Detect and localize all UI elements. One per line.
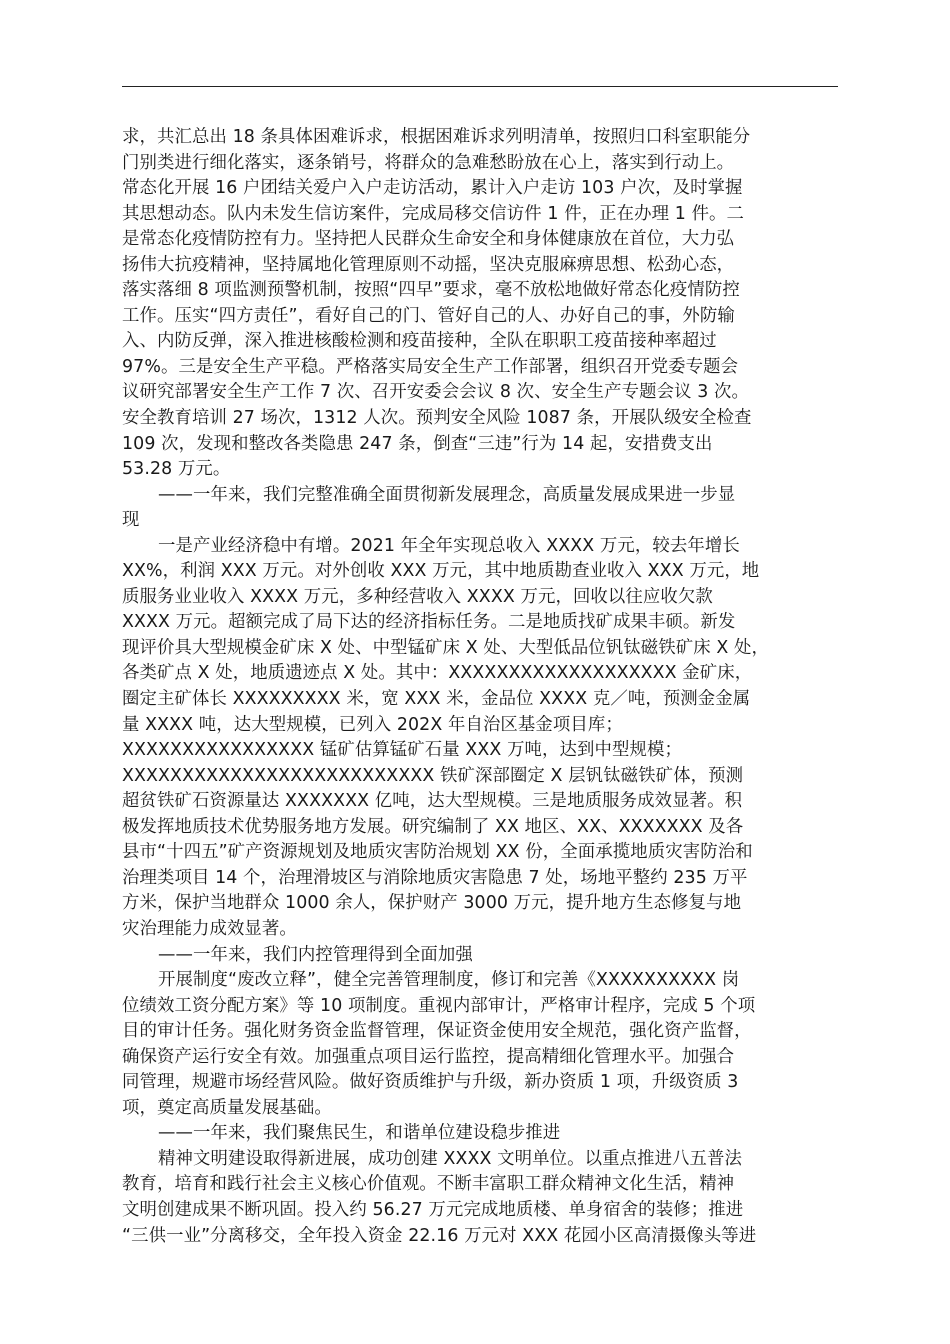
header-rule [122, 86, 838, 87]
text-line: 教育，培育和践行社会主义核心价值观。不断丰富职工群众精神文化生活，精神 [122, 1174, 735, 1195]
text-line: 方米，保护当地群众 1000 余人，保护财产 3000 万元，提升地方生态修复与地 [122, 893, 742, 914]
text-line: 确保资产运行安全有效。加强重点项目运行监控，提高精细化管理水平。加强合 [122, 1046, 735, 1067]
text-line: 治理类项目 14 个，治理滑坡区与消除地质灾害隐患 7 处，场地平整约 235 万平 [122, 867, 748, 888]
text-line: ——一年来，我们完整准确全面贯彻新发展理念，高质量发展成果进一步显 [158, 484, 736, 505]
text-line: 各类矿点 X 处，地质遗迹点 X 处。其中：XXXXXXXXXXXXXXXXXXX 金矿床， [122, 663, 753, 684]
text-line: 53.28 万元。 [122, 459, 231, 480]
text-line: 精神文明建设取得新进展，成功创建 XXXX 文明单位。以重点推进八五普法 [158, 1148, 743, 1169]
text-line: 量 XXXX 吨，达大型规模，已列入 202X 年自治区基金项目库； [122, 714, 623, 735]
text-line: 其思想动态。队内未发生信访案件，完成局移交信访件 1 件，正在办理 1 件。二 [122, 203, 745, 224]
text-line: XXXXXXXXXXXXXXXXXXXXXXXXXX 铁矿深部圈定 X 层钒钛磁铁矿体，预测 [122, 765, 744, 786]
text-line: 目的审计任务。强化财务资金监督管理，保证资金使用安全规范，强化资产监督， [122, 1021, 752, 1042]
text-line: 安全教育培训 27 场次，1312 人次。预判安全风险 1087 条，开展队级安全检查 [122, 408, 752, 429]
text-line: 位绩效工资分配方案》等 10 项制度。重视内部审计，严格审计程序，完成 5 个项 [122, 995, 756, 1016]
text-line: ——一年来，我们聚焦民生，和谐单位建设稳步推进 [158, 1123, 561, 1144]
text-line: 质服务业业收入 XXXX 万元，多种经营收入 XXXX 万元，回收以往应收欠款 [122, 586, 713, 607]
text-line: 常态化开展 16 户团结关爱户入户走访活动，累计入户走访 103 户次，及时掌握 [122, 178, 743, 199]
text-line: 是常态化疫情防控有力。坚持把人民群众生命安全和身体健康放在首位，大力弘 [122, 229, 735, 250]
text-line: 97%。三是安全生产平稳。严格落实局安全生产工作部署，组织召开党委专题会 [122, 356, 739, 377]
text-line: 县市“十四五”矿产资源规划及地质灾害防治规划 XX 份，全面承揽地质灾害防治和 [122, 842, 753, 863]
text-line: 灾治理能力成效显著。 [122, 918, 297, 939]
text-line: 落实落细 8 项监测预警机制，按照“四早”要求，毫不放松地做好常态化疫情防控 [122, 280, 740, 301]
text-line: XXXX 万元。超额完成了局下达的经济指标任务。二是地质找矿成果丰硕。新发 [122, 612, 736, 633]
text-line: 现评价具大型规模金矿床 X 处、中型锰矿床 X 处、大型低品位钒钛磁铁矿床 X 处， [122, 637, 770, 658]
text-line: 工作。压实“四方责任”，看好自己的门、管好自己的人、办好自己的事，外防输 [122, 305, 735, 326]
text-line: “三供一业”分离移交，全年投入资金 22.16 万元对 XXX 花园小区高清摄像头等进 [122, 1225, 757, 1246]
text-line: 议研究部署安全生产工作 7 次、召开安委会会议 8 次、安全生产专题会议 3 次。 [122, 382, 749, 403]
text-line: XX%，利润 XXX 万元。对外创收 XXX 万元，其中地质勘查业收入 XXX 万元，地 [122, 561, 760, 582]
text-line: XXXXXXXXXXXXXXXX 锰矿估算锰矿石量 XXX 万吨，达到中型规模； [122, 740, 682, 761]
text-line: 同管理，规避市场经营风险。做好资质维护与升级，新办资质 1 项，升级资质 3 [122, 1072, 739, 1093]
document-body [122, 125, 840, 1249]
text-line: 极发挥地质技术优势服务地方发展。研究编制了 XX 地区、XX、XXXXXXX 及各 [122, 816, 744, 837]
text-line: 文明创建成果不断巩固。投入约 56.27 万元完成地质楼、单身宿舍的装修；推进 [122, 1199, 744, 1220]
text-line: 一是产业经济稳中有增。2021 年全年实现总收入 XXXX 万元，较去年增长 [158, 535, 740, 556]
text-line: 圈定主矿体长 XXXXXXXXX 米，宽 XXX 米，金品位 XXXX 克／吨，预测金金属 [122, 689, 751, 710]
text-line: 109 次，发现和整改各类隐患 247 条，倒查“三违”行为 14 起，安措费支出 [122, 433, 713, 454]
text-line: 门别类进行细化落实，逐条销号，将群众的急难愁盼放在心上，落实到行动上。 [122, 152, 735, 173]
text-line: 开展制度“废改立释”，健全完善管理制度，修订和完善《XXXXXXXXXX 岗 [158, 970, 740, 991]
text-line: 项，奠定高质量发展基础。 [122, 1097, 332, 1118]
text-line: 超贫铁矿石资源量达 XXXXXXX 亿吨，达大型规模。三是地质服务成效显著。积 [122, 791, 743, 812]
text-line: ——一年来，我们内控管理得到全面加强 [158, 944, 473, 965]
text-line: 扬伟大抗疫精神，坚持属地化管理原则不动摇，坚决克服麻痹思想、松劲心态， [122, 254, 735, 275]
text-line: 求，共汇总出 18 条具体困难诉求，根据困难诉求列明清单，按照归口科室职能分 [122, 127, 751, 147]
text-line: 现 [122, 510, 140, 531]
text-line: 入、内防反弹，深入推进核酸检测和疫苗接种，全队在职职工疫苗接种率超过 [122, 331, 717, 352]
